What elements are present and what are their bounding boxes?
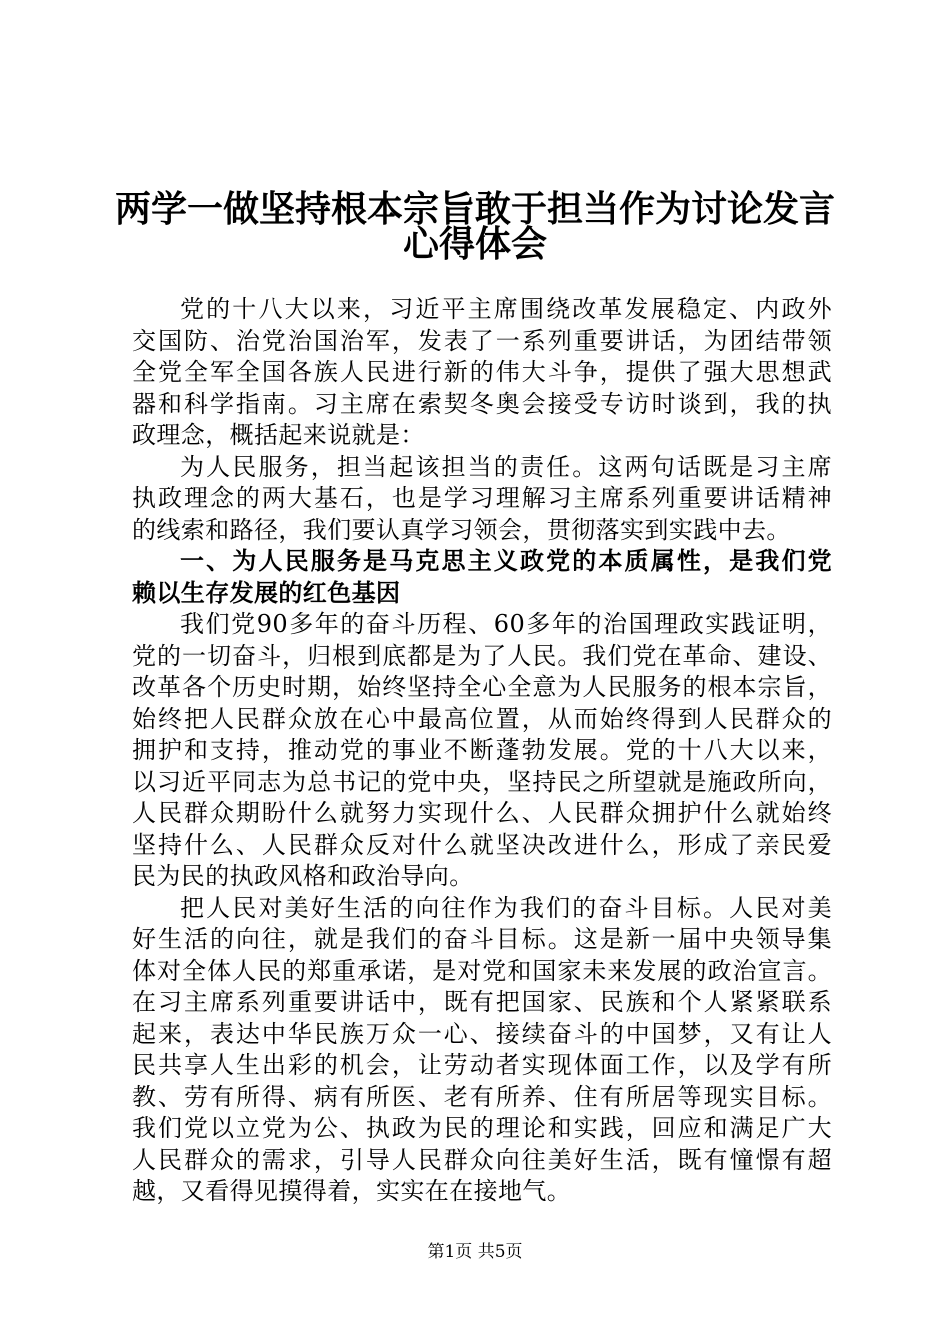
body-line: 拥护和支持，推动党的事业不断蓬勃发展。党的十八大以来， (132, 736, 832, 764)
body-line: 我们党90多年的奋斗历程、60多年的治国理政实践证明， (180, 610, 832, 638)
body-line: 执政理念的两大基石，也是学习理解习主席系列重要讲话精神 (132, 484, 832, 512)
body-line: 全党全军全国各族人民进行新的伟大斗争，提供了强大思想武 (132, 358, 832, 386)
section-heading-line: 赖以生存发展的红色基因 (132, 578, 401, 607)
body-line: 民为民的执政风格和政治导向。 (132, 862, 474, 890)
body-line: 党的一切奋斗，归根到底都是为了人民。我们党在革命、建设、 (132, 641, 832, 670)
body-line: 始终把人民群众放在心中最高位置，从而始终得到人民群众的 (132, 704, 832, 733)
body-line: 人民群众的需求，引导人民群众向往美好生活，既有憧憬有超 (132, 1145, 832, 1174)
document-title-line-1: 两学一做坚持根本宗旨敢于担当作为讨论发言 (114, 189, 835, 230)
body-line: 改革各个历史时期，始终坚持全心全意为人民服务的根本宗旨， (132, 673, 832, 701)
page-footer: 第1页 共5页 (427, 1242, 523, 1262)
section-heading-line: 一、为人民服务是马克思主义政党的本质属性，是我们党 (180, 547, 832, 575)
body-line: 器和科学指南。习主席在索契冬奥会接受专访时谈到，我的执 (132, 389, 832, 418)
body-line: 以习近平同志为总书记的党中央，坚持民之所望就是施政所向， (132, 767, 832, 796)
body-line: 起来，表达中华民族万众一心、接续奋斗的中国梦，又有让人 (132, 1019, 832, 1048)
body-line: 坚持什么、人民群众反对什么就坚决改进什么，形成了亲民爱 (132, 830, 832, 859)
body-line: 好生活的向往，就是我们的奋斗目标。这是新一届中央领导集 (132, 925, 832, 953)
body-line: 教、劳有所得、病有所医、老有所养、住有所居等现实目标。 (132, 1082, 832, 1111)
document-body (132, 294, 832, 1208)
body-line: 把人民对美好生活的向往作为我们的奋斗目标。人民对美 (180, 893, 832, 922)
body-line: 党的十八大以来，习近平主席围绕改革发展稳定、内政外 (180, 295, 832, 323)
body-line: 为人民服务，担当起该担当的责任。这两句话既是习主席 (180, 452, 832, 481)
body-line: 交国防、治党治国治军，发表了一系列重要讲话，为团结带领 (132, 326, 832, 355)
body-line: 在习主席系列重要讲话中，既有把国家、民族和个人紧紧联系 (132, 988, 832, 1016)
body-line: 人民群众期盼什么就努力实现什么、人民群众拥护什么就始终 (132, 799, 832, 827)
body-line: 政理念，概括起来说就是： (132, 421, 425, 449)
body-line: 民共享人生出彩的机会，让劳动者实现体面工作，以及学有所 (132, 1051, 832, 1079)
body-line: 越，又看得见摸得着，实实在在接地气。 (132, 1177, 572, 1205)
body-line: 的线索和路径，我们要认真学习领会，贯彻落实到实践中去。 (132, 515, 791, 544)
body-line: 我们党以立党为公、执政为民的理论和实践，回应和满足广大 (132, 1114, 832, 1142)
body-line: 体对全体人民的郑重承诺，是对党和国家未来发展的政治宣言。 (132, 956, 832, 985)
document-title-line-2: 心得体会 (402, 224, 547, 265)
